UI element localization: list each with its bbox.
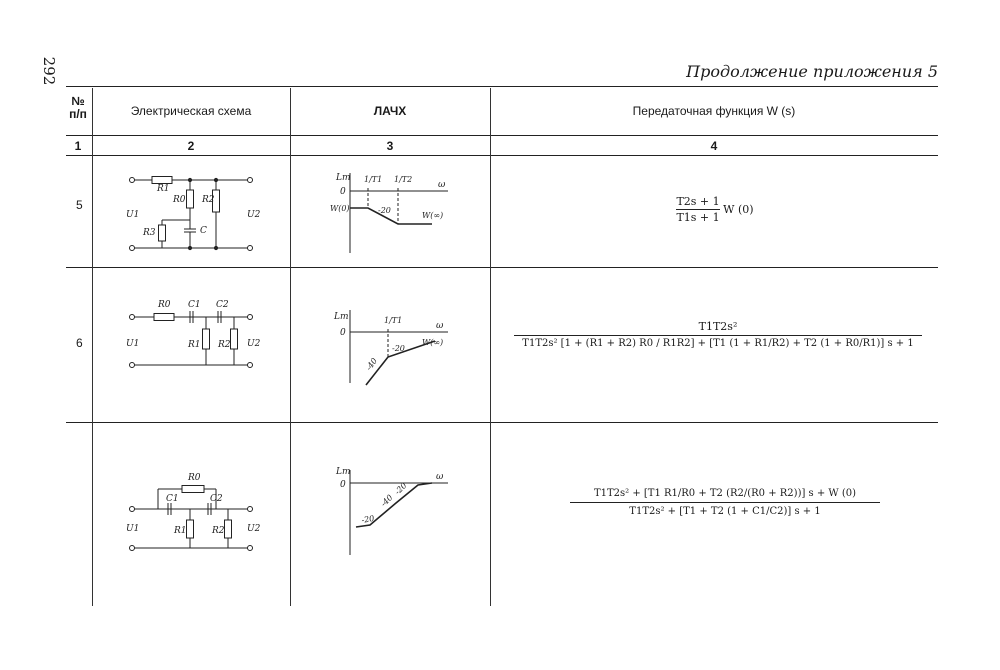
row-rule-1 (66, 267, 938, 268)
col-rule-1 (92, 88, 93, 606)
r5-label-r1: R1 (157, 184, 170, 194)
r7-label-r1: R1 (174, 526, 187, 536)
index-2: 2 (187, 139, 195, 153)
r7-label-c2: C2 (210, 494, 223, 504)
r6-label-u2: U2 (247, 339, 261, 349)
r7-slope2-label: -40 (379, 492, 395, 509)
r6-label-r2: R2 (218, 340, 231, 350)
r5-label-u1: U1 (126, 210, 140, 220)
r6-slope2-label: -20 (392, 344, 405, 353)
r6-winf-label: W(∞) (422, 338, 444, 347)
header-scheme: Электрическая схема (130, 104, 252, 118)
r7-label-u2: U2 (247, 524, 261, 534)
r7-label-u1: U1 (126, 524, 140, 534)
r6-zero-label: 0 (340, 328, 346, 338)
header-rule (66, 135, 938, 136)
header-lachx: ЛАЧХ (373, 104, 407, 118)
r6-formula-den: T1T2s² [1 + (R1 + R2) R0 / R1R2] + [T1 (1 + R1/R2) + T2 (1 + R0/R1)] s + 1 (522, 338, 914, 349)
r5-f1-label: 1/T1 (364, 175, 383, 184)
r6-label-u1: U1 (126, 339, 140, 349)
r5-slope-label: -20 (378, 206, 391, 215)
r6-label-c2: C2 (216, 300, 229, 310)
r5-label-c: C (200, 226, 207, 236)
r6-omega-label: ω (436, 321, 444, 331)
r5-zero-label: 0 (340, 187, 346, 197)
row-7-circuit (110, 465, 280, 555)
r7-formula-den: T1T2s² + [T1 + T2 (1 + C1/C2)] s + 1 (629, 506, 821, 517)
row-6-circuit (110, 295, 280, 375)
r5-omega-label: ω (438, 180, 446, 190)
r5-label-r2: R2 (202, 195, 215, 205)
row-7-formula (540, 488, 910, 517)
r5-formula-suffix: W (0) (723, 203, 754, 216)
row-rule-2 (66, 422, 938, 423)
r7-zero-label: 0 (340, 480, 346, 490)
col-rule-3 (490, 88, 491, 606)
r5-label-u2: U2 (247, 210, 261, 220)
r6-label-r0: R0 (158, 300, 171, 310)
header-transfer: Передаточная функция W (s) (632, 104, 796, 118)
r5-label-r3: R3 (143, 228, 156, 238)
row-7-lachx-plot (330, 465, 460, 560)
r6-f1-label: 1/T1 (384, 316, 403, 325)
row-6-formula (500, 320, 936, 349)
index-rule (66, 155, 938, 156)
header-num: № п/п (69, 94, 87, 121)
row-5-circuit (110, 165, 280, 265)
index-1: 1 (74, 139, 82, 153)
row-5-lachx-plot (330, 168, 460, 258)
r6-lm-label: Lm (334, 312, 349, 322)
r7-formula-num: T1T2s² + [T1 R1/R0 + T2 (R2/(R0 + R2))] s + W (0) (593, 488, 857, 499)
r5-label-r0: R0 (173, 195, 186, 205)
page-number: 292 (40, 56, 58, 86)
r5-winf-label: W(∞) (422, 211, 444, 220)
r7-lm-label: Lm (336, 467, 351, 477)
r6-slope1-label: -40 (364, 356, 380, 373)
index-4: 4 (710, 139, 718, 153)
r7-slope1-label: -20 (360, 513, 376, 525)
row-6-lachx-plot (330, 305, 460, 390)
row-5-formula (660, 195, 770, 224)
row-6-number: 6 (76, 336, 83, 350)
r5-f2-label: 1/T2 (394, 175, 413, 184)
r6-label-c1: C1 (188, 300, 201, 310)
r7-label-c1: C1 (166, 494, 179, 504)
r5-formula-num: T2s + 1 (676, 195, 720, 208)
r7-label-r2: R2 (212, 526, 225, 536)
col-rule-2 (290, 88, 291, 606)
page-heading: Продолжение приложения 5 (686, 62, 938, 81)
r7-slope3-label: -20 (393, 480, 409, 497)
row-5-number: 5 (76, 198, 83, 212)
r5-w0-label: W(0) (330, 204, 350, 213)
r5-formula-den: T1s + 1 (676, 211, 720, 224)
r7-label-r0: R0 (188, 473, 201, 483)
r6-label-r1: R1 (188, 340, 201, 350)
r7-omega-label: ω (436, 472, 444, 482)
r5-lm-label: Lm (336, 173, 351, 183)
index-3: 3 (386, 139, 394, 153)
table-top-rule (66, 86, 938, 87)
r6-formula-num: T1T2s² (698, 320, 738, 333)
